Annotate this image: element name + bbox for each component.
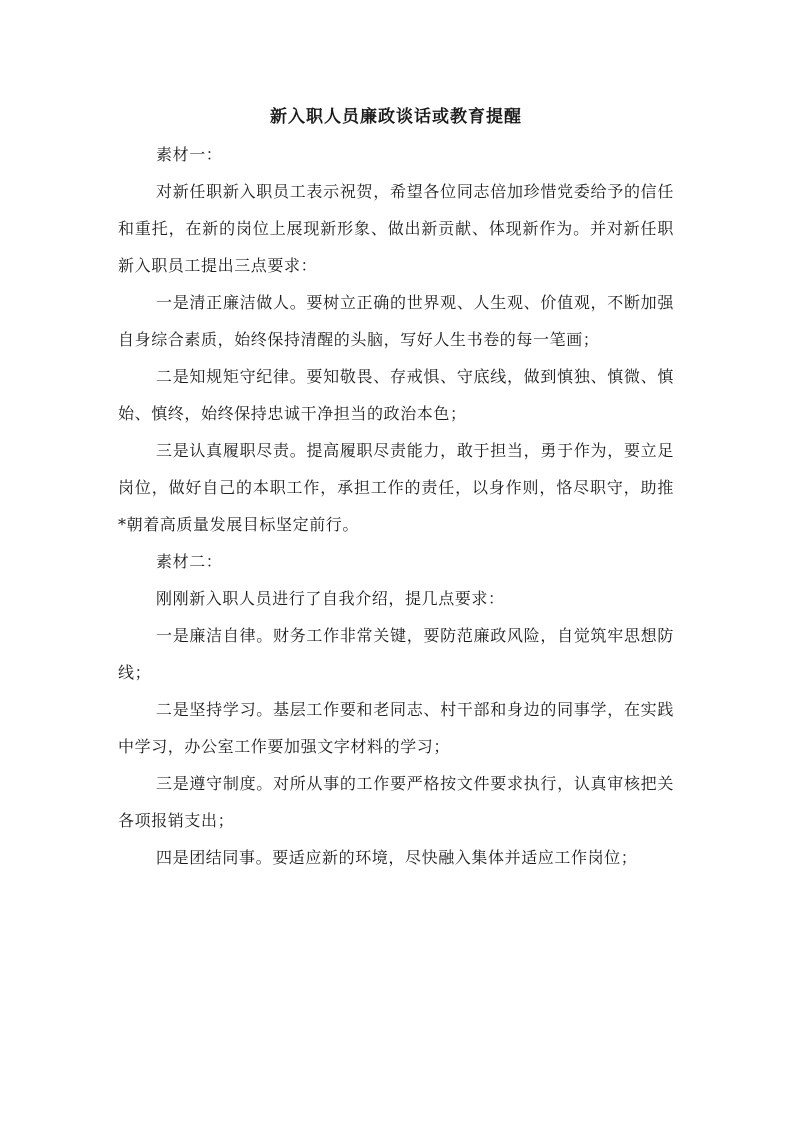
paragraph-introduction: 刚刚新入职人员进行了自我介绍，提几点要求： (156, 589, 505, 608)
paragraph-point-4: 四是团结同事。要适应新的环境，尽快融入集体并适应工作岗位； (156, 848, 638, 867)
paragraph-requirement-3: 三是认真履职尽责。提高履职尽责能力，敢于担当，勇于作为，要立足岗位，做好自己的本职工作，承担工作的责任，以身作则，恪尽职守，助推*朝着高质量发展目标坚定前行。 (118, 441, 674, 534)
paragraph-requirement-1: 一是清正廉洁做人。要树立正确的世界观、人生观、价值观，不断加强自身综合素质，始终保持清醒的头脑，写好人生书卷的每一笔画； (118, 293, 674, 349)
document-page (118, 100, 674, 876)
paragraph-point-3: 三是遵守制度。对所从事的工作要严格按文件要求执行，认真审核把关各项报销支出； (118, 774, 674, 830)
section-heading-material-2: 素材二： (156, 552, 223, 571)
paragraph-point-1: 一是廉洁自律。财务工作非常关键，要防范廉政风险，自觉筑牢思想防线； (118, 626, 674, 682)
paragraph-requirement-2: 二是知规矩守纪律。要知敬畏、存戒惧、守底线，做到慎独、慎微、慎始、慎终，始终保持忠诚干净担当的政治本色； (118, 367, 674, 423)
paragraph-point-2: 二是坚持学习。基层工作要和老同志、村干部和身边的同事学，在实践中学习，办公室工作要加强文字材料的学习； (118, 700, 674, 756)
section-heading-material-1: 素材一： (156, 145, 223, 164)
document-title: 新入职人员廉政谈话或教育提醒 (270, 107, 522, 127)
paragraph-congratulations: 对新任职新入职员工表示祝贺，希望各位同志倍加珍惜党委给予的信任和重托，在新的岗位上展现新形象、做出新贡献、体现新作为。并对新任职新入职员工提出三点要求： (118, 182, 674, 275)
